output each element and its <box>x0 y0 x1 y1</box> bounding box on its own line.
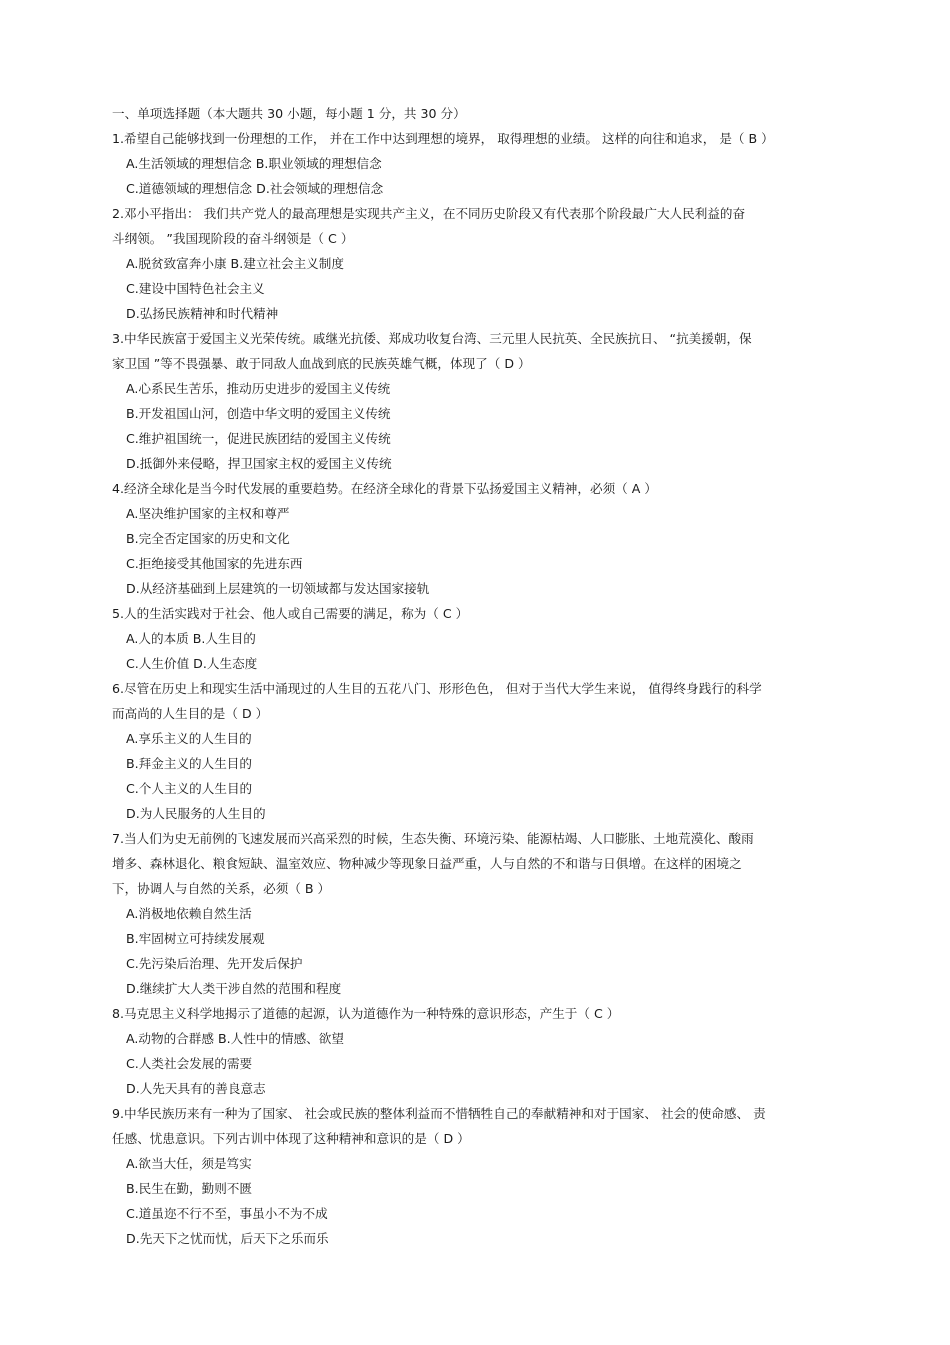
question-option-line: B.牢固树立可持续发展观 <box>126 931 265 946</box>
question-option-line: D.先天下之忧而忧，后天下之乐而乐 <box>126 1231 329 1246</box>
question-option-line: D.从经济基础到上层建筑的一切领域都与发达国家接轨 <box>126 581 430 596</box>
question-5 <box>112 601 842 676</box>
question-stem-line: 而高尚的人生目的是（ D ） <box>112 706 269 721</box>
question-stem-line: 增多、森林退化、粮食短缺、温室效应、物种减少等现象日益严重，人与自然的不和谐与日俱增。在这样的困境之 <box>112 856 742 871</box>
question-option-line: C.人类社会发展的需要 <box>126 1056 253 1071</box>
question-option-line: C.拒绝接受其他国家的先进东西 <box>126 556 303 571</box>
question-option-line: D.弘扬民族精神和时代精神 <box>126 306 279 321</box>
question-option-line: A.动物的合群感 B.人性中的情感、欲望 <box>126 1031 344 1046</box>
question-list <box>112 101 842 1251</box>
question-option-line: C.建设中国特色社会主义 <box>126 281 265 296</box>
question-stem-line: 6.尽管在历史上和现实生活中涌现过的人生目的五花八门、形形色色， 但对于当代大学生来说， 值得终身践行的科学 <box>112 681 762 696</box>
question-option-line: C.个人主义的人生目的 <box>126 781 253 796</box>
question-8 <box>112 1001 842 1101</box>
question-option-line: D.为人民服务的人生目的 <box>126 806 266 821</box>
question-stem-line: 斗纲领。 ”我国现阶段的奋斗纲领是（ C ） <box>112 231 354 246</box>
question-option-line: A.享乐主义的人生目的 <box>126 731 252 746</box>
question-option-line: A.生活领域的理想信念 B.职业领域的理想信念 <box>126 156 382 171</box>
question-option-line: C.道虽迩不行不至，事虽小不为不成 <box>126 1206 328 1221</box>
question-6 <box>112 676 842 826</box>
question-7 <box>112 826 842 1001</box>
question-stem-line: 3.中华民族富于爱国主义光荣传统。戚继光抗倭、郑成功收复台湾、三元里人民抗英、全民族抗日、 “抗美援朝，保 <box>112 331 752 346</box>
question-option-line: B.民生在勤，勤则不匮 <box>126 1181 252 1196</box>
question-stem-line: 1.希望自己能够找到一份理想的工作， 并在工作中达到理想的境界， 取得理想的业绩。 这样的向往和追求， 是（ B ） <box>112 131 774 146</box>
question-stem-line: 4.经济全球化是当今时代发展的重要趋势。在经济全球化的背景下弘扬爱国主义精神，必须（ A ） <box>112 481 657 496</box>
question-option-line: A.人的本质 B.人生目的 <box>126 631 256 646</box>
question-option-line: D.人先天具有的善良意志 <box>126 1081 266 1096</box>
question-option-line: C.先污染后治理、先开发后保护 <box>126 956 303 971</box>
question-option-line: C.道德领域的理想信念 D.社会领域的理想信念 <box>126 181 384 196</box>
question-2 <box>112 201 842 326</box>
section-title: 一、单项选择题（本大题共 30 小题，每小题 1 分，共 30 分） <box>112 106 466 121</box>
question-option-line: A.欲当大任，须是笃实 <box>126 1156 252 1171</box>
question-stem-line: 任感、忧患意识。下列古训中体现了这种精神和意识的是（ D ） <box>112 1131 470 1146</box>
question-option-line: B.开发祖国山河，创造中华文明的爱国主义传统 <box>126 406 391 421</box>
question-option-line: D.抵御外来侵略，捍卫国家主权的爱国主义传统 <box>126 456 392 471</box>
question-9 <box>112 1101 842 1251</box>
question-stem-line: 9.中华民族历来有一种为了国家、 社会或民族的整体利益而不惜牺牲自己的奉献精神和对于国家、 社会的使命感、 责 <box>112 1106 766 1121</box>
question-option-line: C.人生价值 D.人生态度 <box>126 656 258 671</box>
question-stem-line: 2.邓小平指出： 我们共产党人的最高理想是实现共产主义，在不同历史阶段又有代表那个阶段最广大人民利益的奋 <box>112 206 746 221</box>
question-option-line: B.拜金主义的人生目的 <box>126 756 252 771</box>
question-stem-line: 8.马克思主义科学地揭示了道德的起源，认为道德作为一种特殊的意识形态，产生于（ C ） <box>112 1006 620 1021</box>
question-option-line: D.继续扩大人类干涉自然的范围和程度 <box>126 981 342 996</box>
question-option-line: A.脱贫致富奔小康 B.建立社会主义制度 <box>126 256 344 271</box>
question-stem-line: 下，协调人与自然的关系，必须（ B ） <box>112 881 331 896</box>
question-4 <box>112 476 842 601</box>
question-option-line: A.坚决维护国家的主权和尊严 <box>126 506 290 521</box>
question-1 <box>112 126 842 201</box>
question-3 <box>112 326 842 476</box>
question-option-line: C.维护祖国统一，促进民族团结的爱国主义传统 <box>126 431 391 446</box>
question-stem-line: 家卫国 ”等不畏强暴、敢于同敌人血战到底的民族英雄气概，体现了（ D ） <box>112 356 531 371</box>
question-stem-line: 5.人的生活实践对于社会、他人或自己需要的满足，称为（ C ） <box>112 606 469 621</box>
question-stem-line: 7.当人们为史无前例的飞速发展而兴高采烈的时候，生态失衡、环境污染、能源枯竭、人口膨胀、土地荒漠化、酸雨 <box>112 831 754 846</box>
question-option-line: B.完全否定国家的历史和文化 <box>126 531 290 546</box>
question-option-line: A.心系民生苦乐，推动历史进步的爱国主义传统 <box>126 381 391 396</box>
question-option-line: A.消极地依赖自然生活 <box>126 906 252 921</box>
